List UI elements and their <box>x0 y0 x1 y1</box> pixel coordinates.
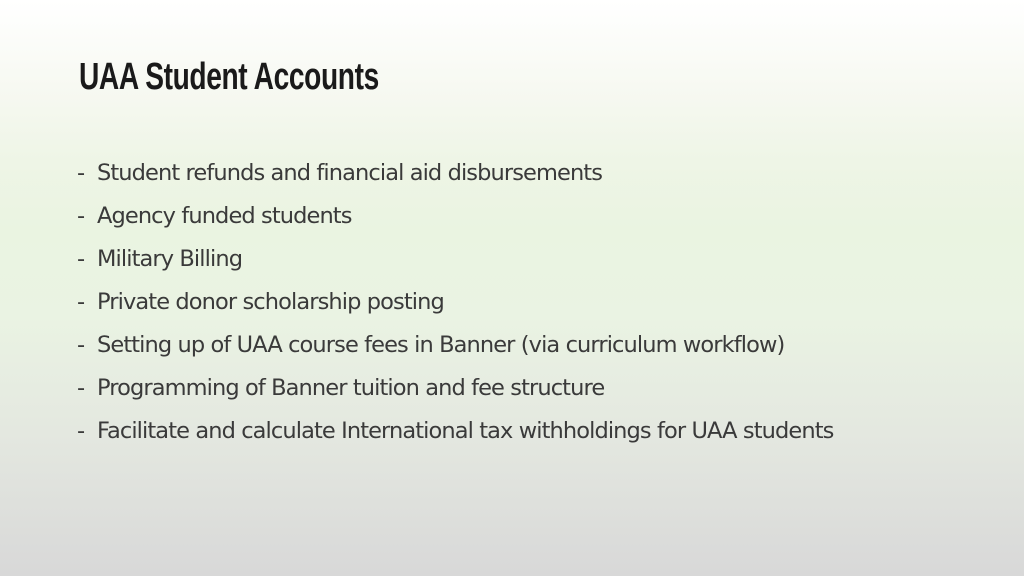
bullet-text: Agency funded students <box>97 203 352 229</box>
bullet-text: Programming of Banner tuition and fee structure <box>97 375 605 401</box>
bullet-dash: - <box>77 332 85 358</box>
list-item <box>77 324 833 367</box>
bullet-dash: - <box>77 418 85 444</box>
list-item <box>77 238 833 281</box>
list-item <box>77 281 833 324</box>
bullet-text: Military Billing <box>97 246 243 272</box>
list-item <box>77 152 833 195</box>
bullet-dash: - <box>77 203 85 229</box>
list-item <box>77 367 833 410</box>
bullet-text: Private donor scholarship posting <box>97 289 444 315</box>
bullet-text: Setting up of UAA course fees in Banner (via curriculum workflow) <box>97 332 785 358</box>
bullet-dash: - <box>77 160 85 186</box>
bullet-text: Facilitate and calculate International tax withholdings for UAA students <box>97 418 834 444</box>
list-item <box>77 195 833 238</box>
bullet-dash: - <box>77 289 85 315</box>
bullet-list <box>77 152 833 453</box>
bullet-text: Student refunds and financial aid disbursements <box>97 160 603 186</box>
bullet-dash: - <box>77 375 85 401</box>
slide-title: UAA Student Accounts <box>79 56 379 98</box>
bullet-dash: - <box>77 246 85 272</box>
list-item <box>77 410 833 453</box>
